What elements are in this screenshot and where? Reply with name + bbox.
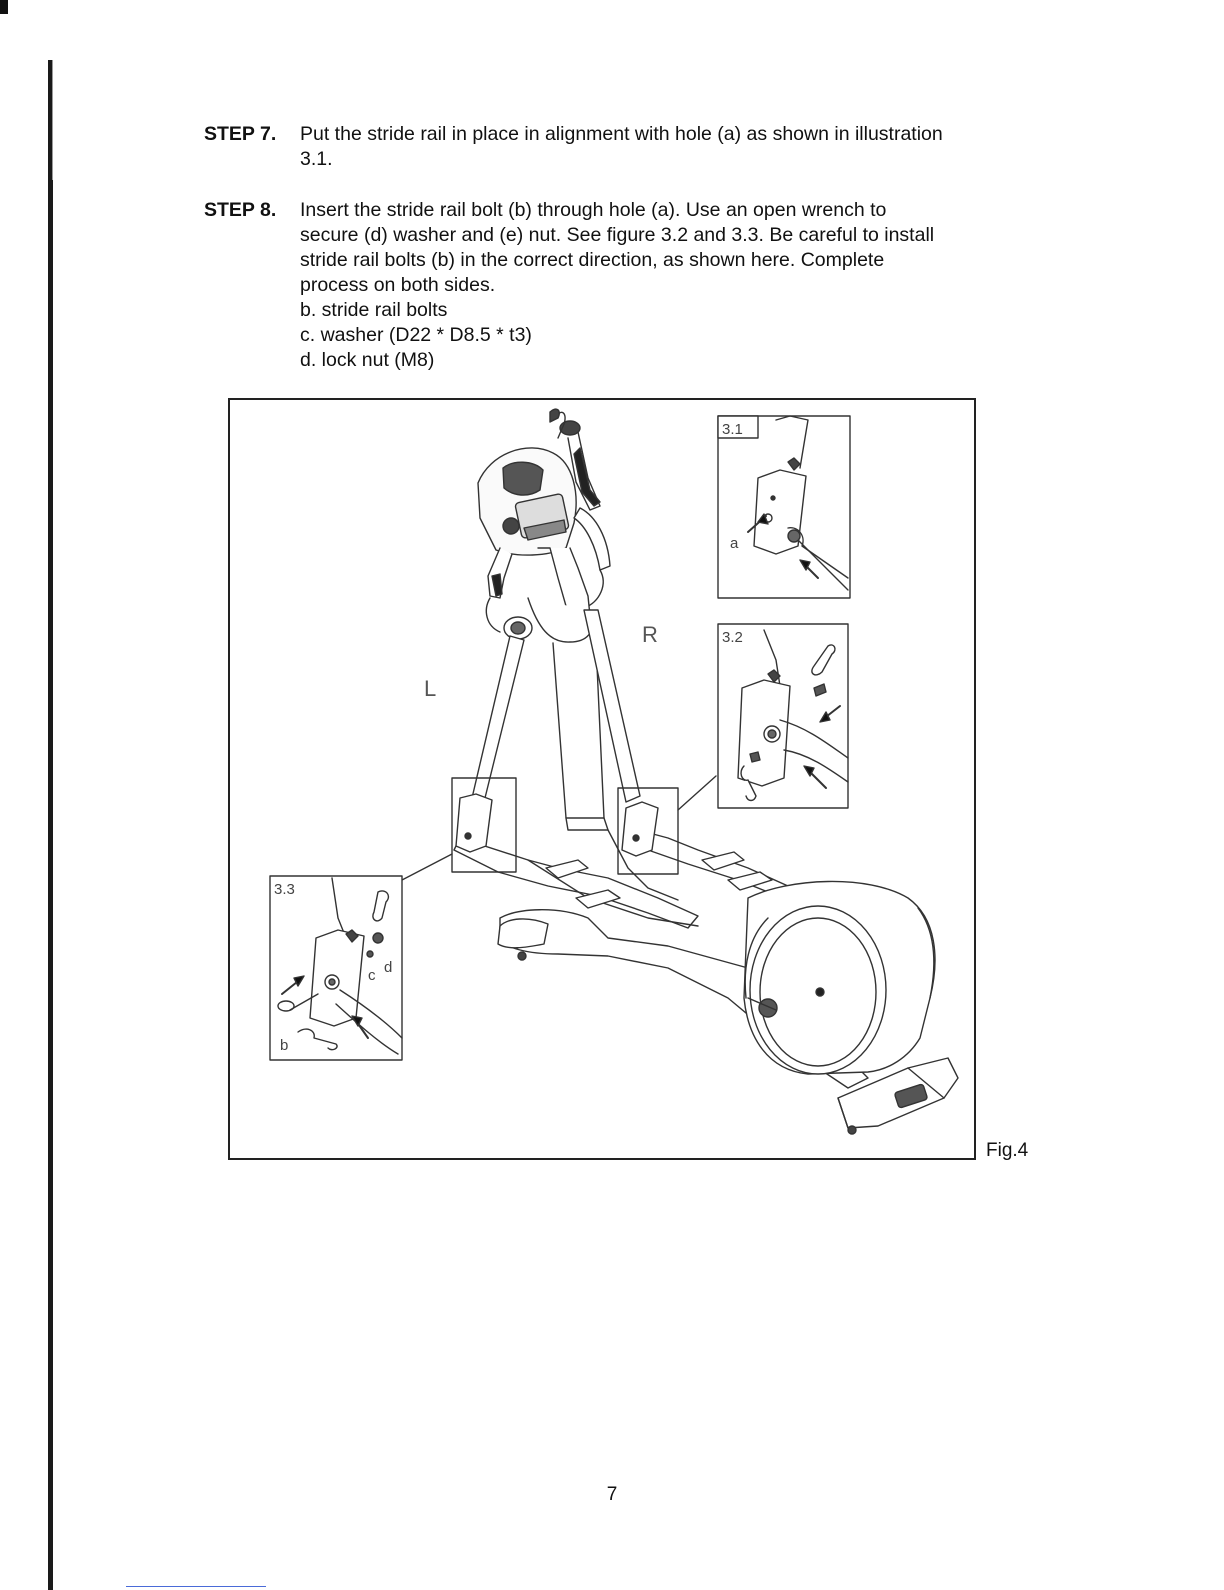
part-label-c: c	[368, 967, 376, 984]
flywheel-housing-drawing	[744, 881, 935, 1074]
inset-label-3-1: 3.1	[722, 421, 743, 438]
step-8-label: STEP 8.	[204, 199, 277, 221]
leader-line-3-3	[402, 854, 452, 880]
inset-label-3-3: 3.3	[274, 881, 295, 898]
step-8-line: stride rail bolts (b) in the correct direction, as shown here. Complete	[300, 249, 885, 271]
step-8-line: Insert the stride rail bolt (b) through hole (a). Use an open wrench to	[300, 199, 887, 221]
part-list-item: c. washer (D22 * D8.5 * t3)	[300, 324, 532, 346]
side-label-right: R	[642, 622, 658, 647]
bottom-rule	[126, 1586, 266, 1587]
inset-3-3	[270, 876, 402, 1060]
leader-line-3-2	[678, 776, 716, 810]
left-swing-arm-drawing	[472, 636, 524, 802]
binding-edge	[48, 60, 53, 1590]
page-number: 7	[606, 1484, 618, 1505]
binding-edge-top	[52, 60, 53, 180]
console-drawing	[478, 448, 576, 555]
step-8-line: secure (d) washer and (e) nut. See figure 3.2 and 3.3. Be careful to install	[300, 224, 935, 246]
elliptical-assembly-illustration	[228, 398, 976, 1160]
inset-3-1	[718, 416, 850, 598]
inset-label-3-2: 3.2	[722, 629, 743, 646]
side-label-left: L	[424, 676, 437, 701]
step-7-label: STEP 7.	[204, 123, 277, 145]
part-label-d: d	[384, 959, 393, 976]
part-list-item: b. stride rail bolts	[300, 299, 448, 321]
step-7-line: Put the stride rail in place in alignment with hole (a) as shown in illustration	[300, 123, 943, 145]
step-8	[204, 198, 934, 373]
part-list-item: d. lock nut (M8)	[300, 349, 435, 371]
step-8-line: process on both sides.	[300, 274, 496, 296]
step-7	[204, 122, 943, 172]
elliptical-machine-drawing	[454, 409, 958, 1134]
part-label-a: a	[730, 535, 739, 552]
step-7-line: 3.1.	[300, 148, 333, 170]
figure-caption: Fig.4	[986, 1140, 1029, 1161]
mast-drawing	[504, 548, 608, 830]
scan-mark	[0, 0, 8, 14]
inset-3-2	[718, 624, 848, 808]
part-label-b: b	[280, 1037, 289, 1054]
